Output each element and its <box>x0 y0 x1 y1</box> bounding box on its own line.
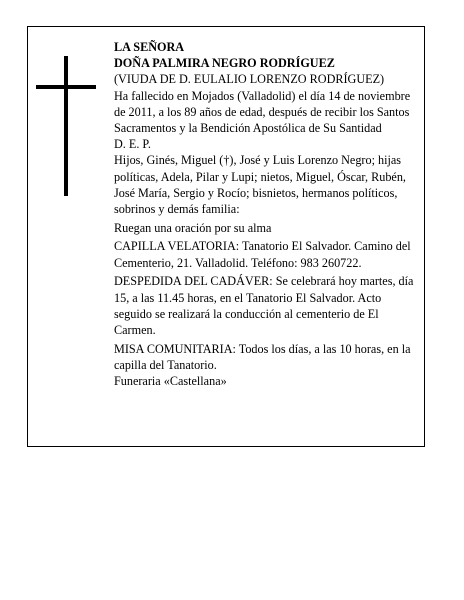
widow-line: (VIUDA DE D. EULALIO LORENZO RODRÍGUEZ) <box>114 72 385 87</box>
obituary-text <box>114 39 420 389</box>
family-list: Hijos, Ginés, Miguel (†), José y Luis Lorenzo Negro; hijas políticas, Adela, Pilar y Lupi; nietos, Miguel, Óscar, Rubén, José María, Sergio y Rocío; bisnietos, hermanos políticos, sobrinos y demás familia: <box>114 153 406 217</box>
farewell-info: DESPEDIDA DEL CADÁVER: Se celebrará hoy martes, día 15, a las 11.45 horas, en el Tanatorio El Salvador. Acto seguido se realizará la conducción al cementerio de El Carmen. <box>114 274 414 337</box>
funeral-home: Funeraria «Castellana» <box>114 374 227 389</box>
mass-info: MISA COMUNITARIA: Todos los días, a las 10 horas, en la capilla del Tanatorio. <box>114 341 411 372</box>
deceased-name: DOÑA PALMIRA NEGRO RODRÍGUEZ <box>114 56 335 71</box>
cross-horizontal-bar <box>36 85 96 89</box>
prayer-request: Ruegan una oración por su alma <box>114 220 272 235</box>
cross-vertical-bar <box>64 56 68 196</box>
dep-line: D. E. P. <box>114 137 151 152</box>
notice-heading: LA SEÑORA <box>114 40 185 54</box>
death-announcement: Ha fallecido en Mojados (Valladolid) el día 14 de noviembre de 2011, a los 89 años de edad, después de recibir los Santos Sacramentos y la Bendición Apostólica de Su Santidad <box>114 88 411 136</box>
chapel-info: CAPILLA VELATORIA: Tanatorio El Salvador. Camino del Cementerio, 21. Valladolid. Teléfono: 983 260722. <box>114 239 411 270</box>
latin-cross-icon <box>36 56 96 196</box>
